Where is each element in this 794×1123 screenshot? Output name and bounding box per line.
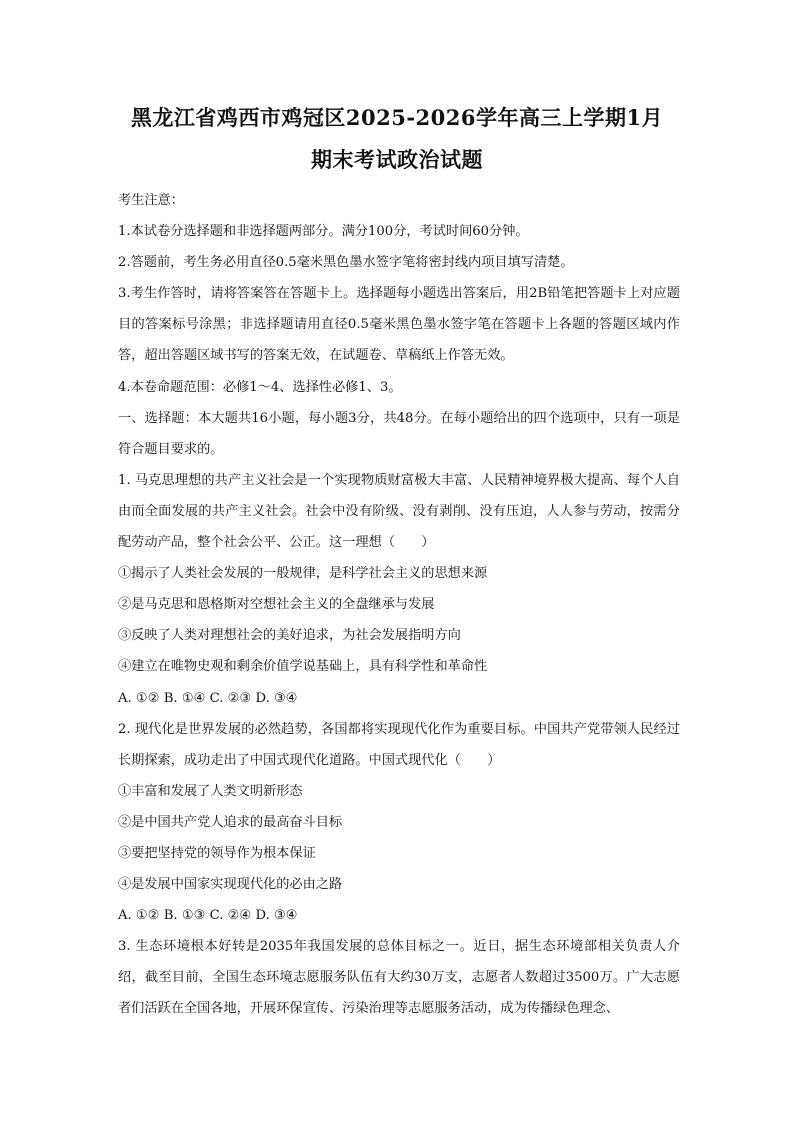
exam-title-line-1: 黑龙江省鸡西市鸡冠区2025-2026学年高三上学期1月 <box>130 105 664 130</box>
exam-body <box>118 185 680 1025</box>
question-2-statement-1: ①丰富和发展了人类文明新形态 <box>118 783 303 799</box>
question-2-statement-2: ②是中国共产党人追求的最高奋斗目标 <box>118 814 343 830</box>
question-1-statement-2: ②是马克思和恩格斯对空想社会主义的全盘继承与发展 <box>118 597 435 613</box>
question-2-statement-3: ③要把坚持党的领导作为根本保证 <box>118 845 316 861</box>
question-1-statement-4: ④建立在唯物史观和剩余价值学说基础上，具有科学性和革命性 <box>118 659 488 675</box>
notice-item-1: 1.本试卷分选择题和非选择题两部分。满分100分，考试时间60分钟。 <box>118 224 529 240</box>
question-1-statement-3: ③反映了人类对理想社会的美好追求，为社会发展指明方向 <box>118 628 461 644</box>
notice-item-4: 4.本卷命题范围：必修1～4、选择性必修1、3。 <box>118 379 402 395</box>
question-2-options: A. ①② B. ①③ C. ②④ D. ③④ <box>118 908 298 924</box>
section-heading-choice: 一、选择题：本大题共16小题，每小题3分，共48分。在每小题给出的四个选项中，只有一项是符合题目要求的。 <box>118 410 680 457</box>
question-2-statement-4: ④是发展中国家实现现代化的必由之路 <box>118 877 343 893</box>
question-1-options: A. ①② B. ①④ C. ②③ D. ③④ <box>118 690 298 706</box>
question-1-statement-1: ①揭示了人类社会发展的一般规律，是科学社会主义的思想来源 <box>118 566 488 582</box>
notice-heading: 考生注意： <box>118 193 184 208</box>
question-1-stem: 1. 马克思理想的共产主义社会是一个实现物质财富极大丰富、人民精神境界极大提高、每个人自由而全面发展的共产主义社会。社会中没有阶级、没有剥削、没有压迫，人人参与劳动，按需分配劳动产品，整个社会公平、公正。这一理想（ ） <box>118 472 680 551</box>
question-3-stem: 3. 生态环境根本好转是2035年我国发展的总体目标之一。近日，据生态环境部相关负责人介绍，截至目前，全国生态环境志愿服务队伍有大约30万支，志愿者人数超过3500万。广大志愿者们活跃在全国各地，开展环保宣传、污染治理等志愿服务活动，成为传播绿色理念、 <box>118 939 680 1017</box>
question-2-stem: 2. 现代化是世界发展的必然趋势，各国都将实现现代化作为重要目标。中国共产党带领人民经过长期探索，成功走出了中国式现代化道路。中国式现代化（ ） <box>118 721 680 768</box>
exam-title-line-2: 期末考试政治试题 <box>311 147 483 172</box>
notice-item-3: 3.考生作答时，请将答案答在答题卡上。选择题每小题选出答案后，用2B铅笔把答题卡上对应题目的答案标号涂黑；非选择题请用直径0.5毫米黑色墨水签字笔在答题卡上各题的答题区域内作答，超出答题区域书写的答案无效，在试题卷、草稿纸上作答无效。 <box>118 286 680 364</box>
notice-item-2: 2.答题前，考生务必用直径0.5毫米黑色墨水签字笔将密封线内项目填写清楚。 <box>118 255 574 271</box>
